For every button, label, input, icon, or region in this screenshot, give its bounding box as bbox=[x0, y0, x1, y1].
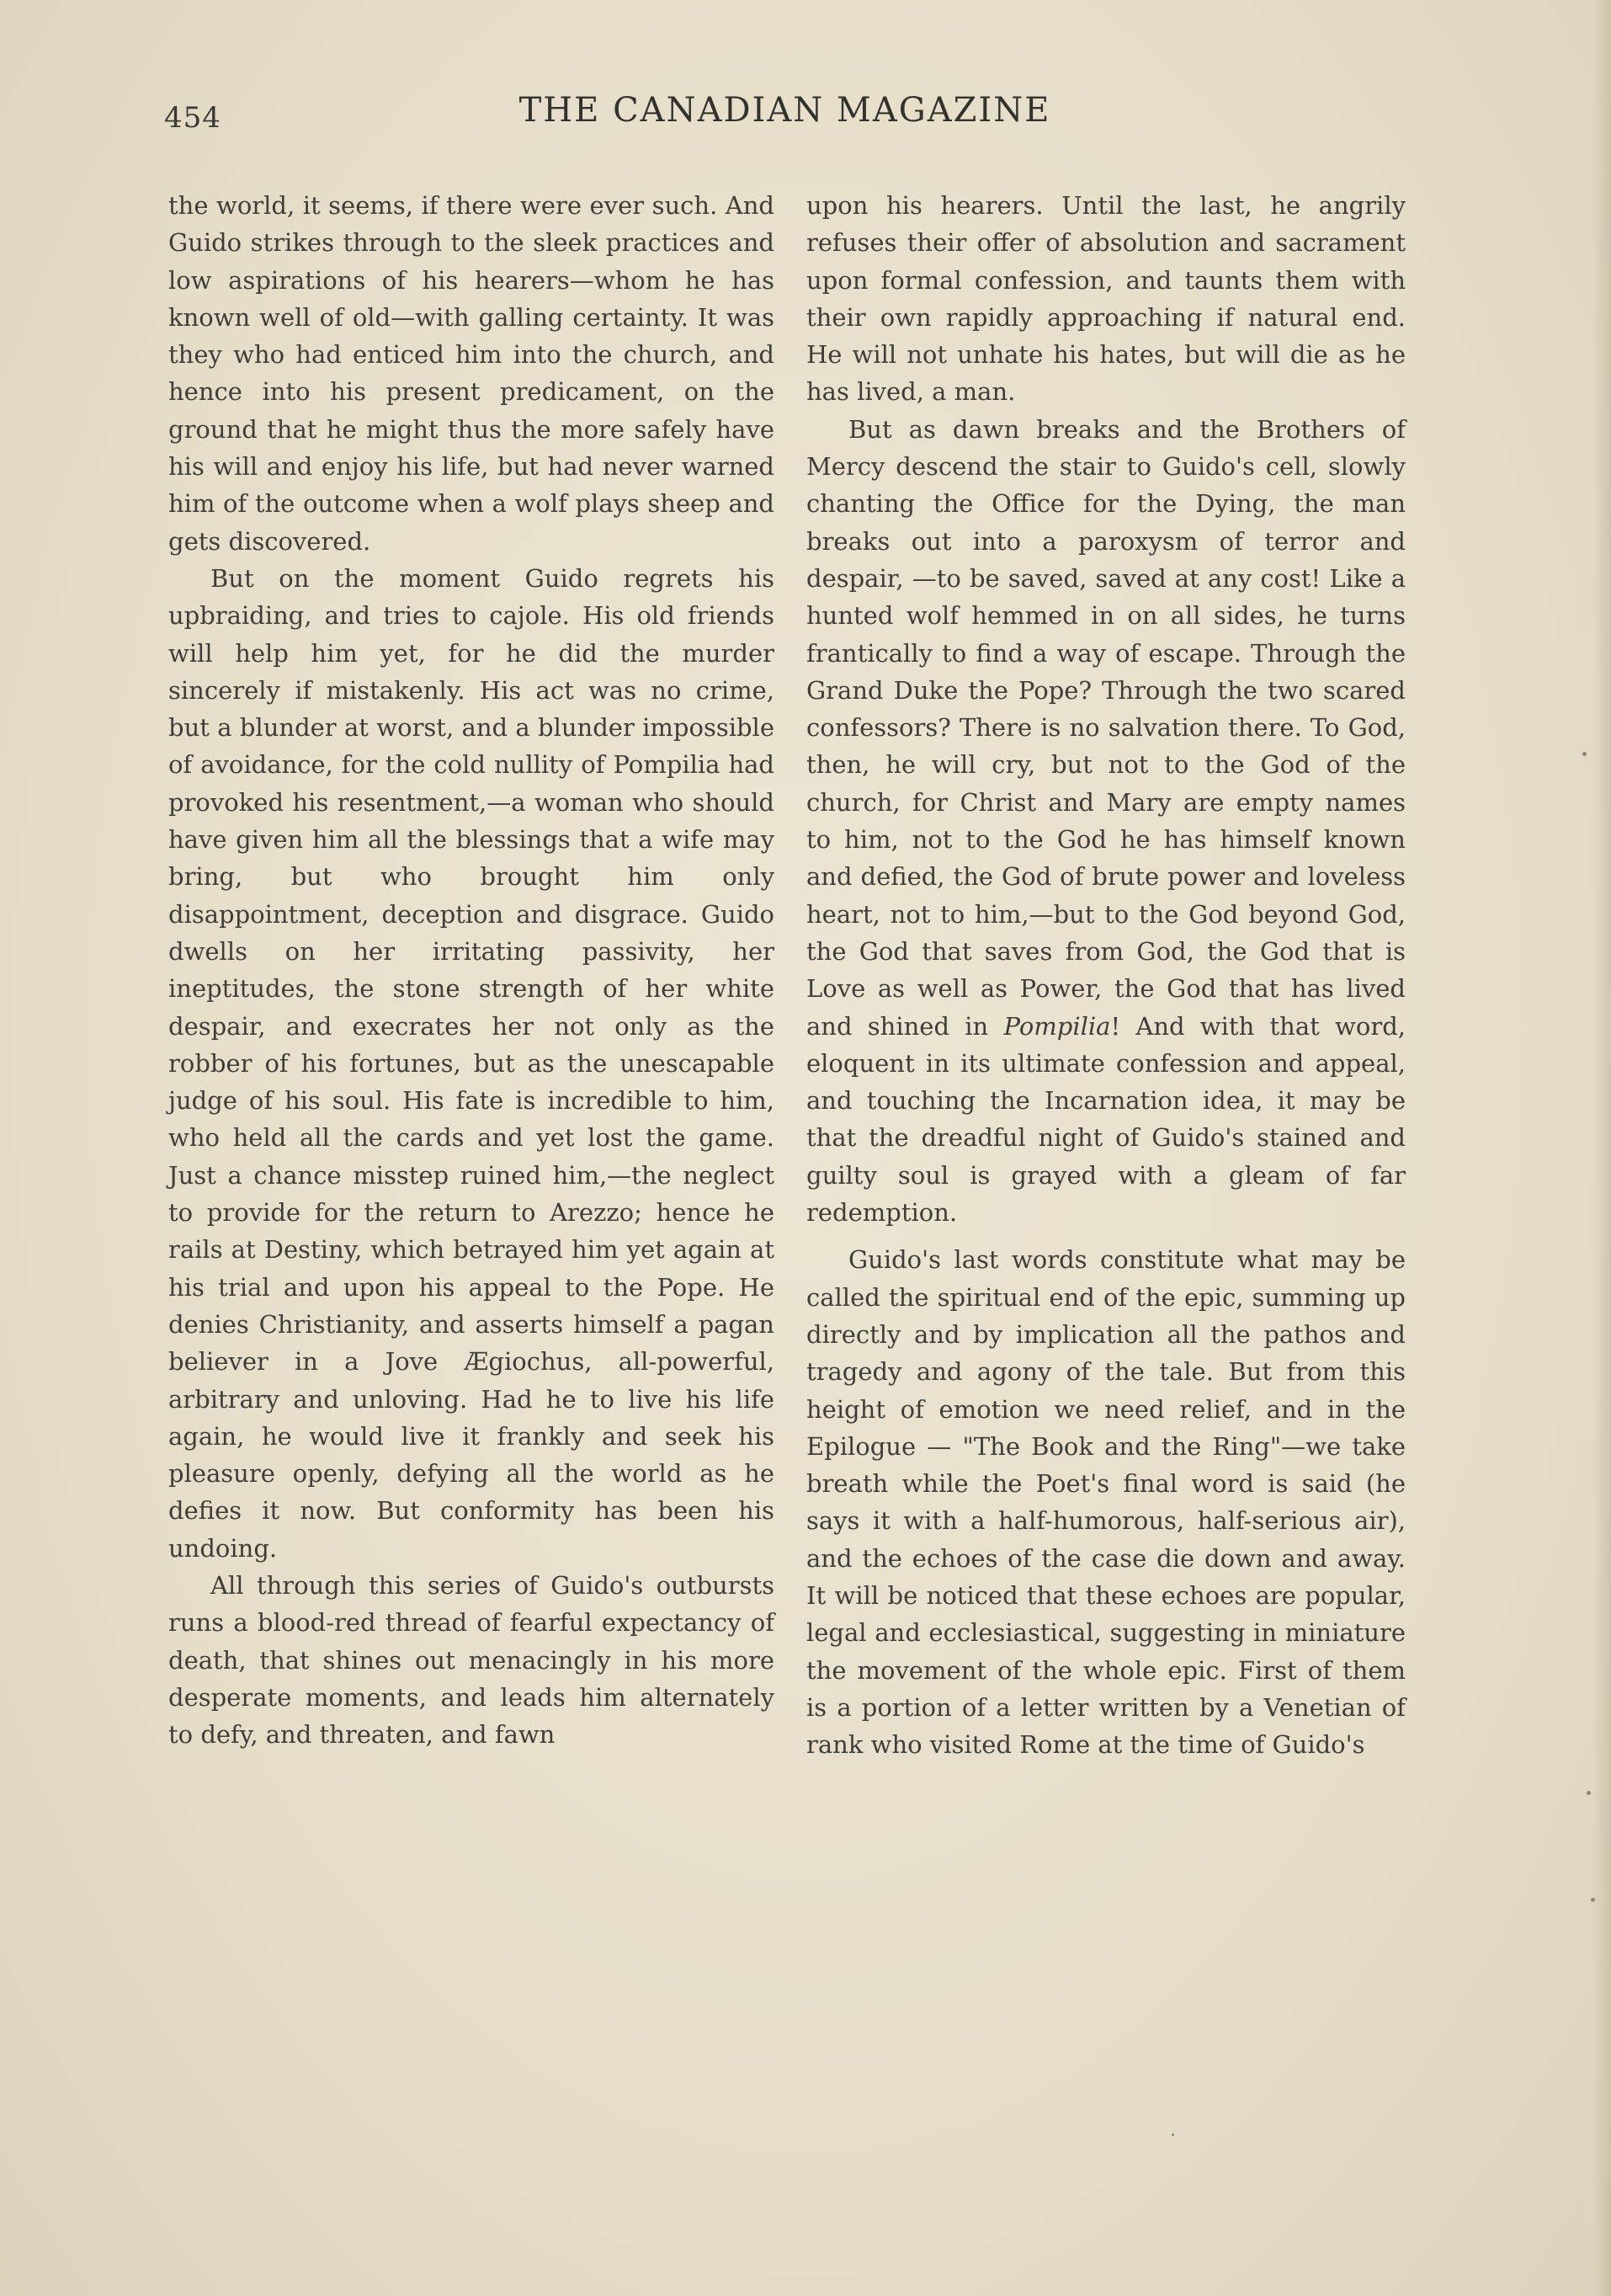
paper-fleck bbox=[1587, 1791, 1591, 1795]
left-column bbox=[168, 187, 774, 1753]
right-paragraph-2 bbox=[806, 411, 1406, 1232]
paper-fleck bbox=[1591, 1898, 1595, 1902]
page-header bbox=[164, 91, 1406, 141]
right-paragraph-2-text-b: ! And with that word, eloquent in its ultimate confession and appeal, and touching the Incarnation idea, it may be that the dreadful night of Guido's stained and guilty soul is grayed with a gleam of far redemption. bbox=[806, 1011, 1406, 1228]
right-paragraph-2-text-a: But as dawn breaks and the Brothers of Mercy descend the stair to Guido's cell, slowly chanting the Office for the Dying, the man breaks out into a paroxysm of terror and despair, —to be saved, saved at any cost! Like a hunted wolf hemmed in on all sides, he turns frantically to find a way of escape. Through the Grand Duke the Pope? Through the two scared confessors? There is no salvation there. To God, then, he will cry, but not to the God of the church, for Christ and Mary are empty names to him, not to the God he has himself known and defied, the God of brute power and loveless heart, not to him,—but to the God beyond God, the God that saves from God, the God that is Love as well as Power, the God that has lived and shined in bbox=[806, 414, 1406, 1041]
right-column bbox=[806, 187, 1406, 1763]
right-paragraph-3: Guido's last words constitute what may be called the spiritual end of the epic, summing up directly and by implication all the pathos and tragedy and agony of the tale. But from this height of emotion we need relief, and in the Epilogue — "The Book and the Ring"—we take breath while the Poet's final word is said (he says it with a half-humorous, half-serious air), and the echoes of the case die down and away. It will be noticed that these echoes are popular, legal and ecclesiastical, suggesting in miniature the movement of the whole epic. First of them is a portion of a letter written by a Venetian of rank who visited Rome at the time of Guido's bbox=[806, 1245, 1406, 1760]
pompilia-italic: Pompilia bbox=[1003, 1011, 1111, 1041]
page-number: 454 bbox=[164, 101, 221, 135]
right-paragraph-1: upon his hearers. Until the last, he angrily refuses their offer of absolution and sacrament upon formal confession, and taunts them with their own rapidly approaching if natural end. He will not unhate his hates, but will die as he has lived, a man. bbox=[806, 191, 1406, 407]
paper-fleck bbox=[1582, 752, 1587, 756]
page-edge-shadow bbox=[1592, 0, 1611, 2296]
left-paragraph-1: the world, it seems, if there were ever such. And Guido strikes through to the sleek practices and low aspirations of his hearers—whom he has known well of old—with galling certainty. It was they who had enticed him into the church, and hence into his present predicament, on the ground that he might thus the more safely have his will and enjoy his life, but had never warned him of the outcome when a wolf plays sheep and gets discovered. bbox=[168, 191, 774, 556]
paper-fleck bbox=[1172, 2134, 1174, 2136]
running-title: THE CANADIAN MAGAZINE bbox=[518, 91, 1051, 130]
left-paragraph-2: But on the moment Guido regrets his upbraiding, and tries to cajole. His old friends will help him yet, for he did the murder sincerely if mistakenly. His act was no crime, but a blunder at worst, and a blunder impossible of avoidance, for the cold nullity of Pompilia had provoked his resentment,—a woman who should have given him all the blessings that a wife may bring, but who brought him only disappointment, deception and disgrace. Guido dwells on her irritating passivity, her ineptitudes, the stone strength of her white despair, and execrates her not only as the robber of his fortunes, but as the unescapable judge of his soul. His fate is incredible to him, who held all the cards and yet lost the game. Just a chance misstep ruined him,—the neglect to provide for the return to Arezzo; hence he rails at Destiny, which betrayed him yet again at his trial and upon his appeal to the Pope. He denies Christianity, and asserts himself a pagan believer in a Jove Ægiochus, all-powerful, arbitrary and unloving. Had he to live his life again, he would live it frankly and seek his pleasure openly, defying all the world as he defies it now. But conformity has been his undoing. bbox=[168, 563, 774, 1563]
left-paragraph-3: All through this series of Guido's outbursts runs a blood-red thread of fearful expectancy of death, that shines out menacingly in his more desperate moments, and leads him alternately to defy, and threaten, and fawn bbox=[168, 1570, 774, 1750]
